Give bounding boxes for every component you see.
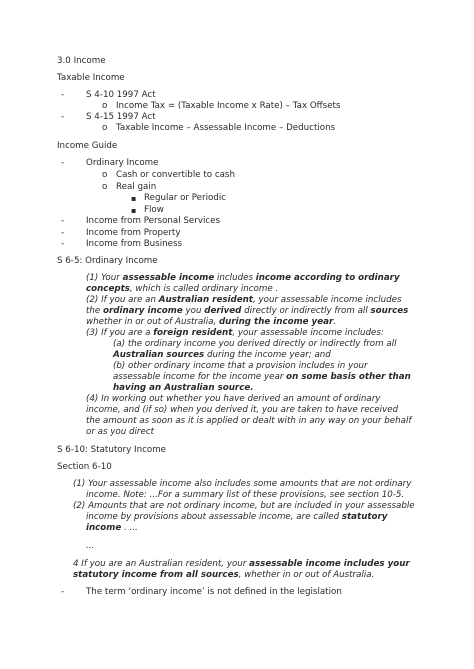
paragraph-line: the ordinary income you derived directly or indirectly from all sources (86, 306, 409, 316)
list-item: - Income from Business (86, 239, 182, 250)
paragraph-line: (b) other ordinary income that a provision includes in your (113, 361, 368, 371)
paragraph-line: statutory income from all sources, whether in or out of Australia. (73, 570, 375, 580)
paragraph-line: (1) Your assessable income includes income according to ordinary (86, 273, 400, 283)
paragraph-line: (1) Your assessable income also includes some amounts that are not ordinary (73, 479, 412, 489)
paragraph-line: or as you direct (86, 427, 155, 437)
paragraph-line: having an Australian source. (113, 383, 254, 393)
list-subitem: o Taxable Income – Assessable Income – Deductions (116, 123, 335, 134)
paragraph-line: (3) If you are a foreign resident, your assessable income includes: (86, 328, 384, 338)
paragraph-line: the amount as soon as it is applied or dealt with in any way on your behalf (86, 416, 412, 426)
list-subitem: o Income Tax = (Taxable Income x Rate) – Tax Offsets (116, 101, 340, 112)
paragraph-line: (2) Amounts that are not ordinary income, but are included in your assessable (73, 501, 415, 511)
list-item: - Income from Property (86, 228, 180, 239)
paragraph-line: assessable income for the income year on some basis other than (113, 372, 411, 382)
list-item: - S 4-15 1997 Act (86, 112, 156, 123)
paragraph-line: concepts, which is called ordinary income . (86, 284, 279, 294)
paragraph-line: income by provisions about assessable income, are called statutory (86, 512, 388, 522)
paragraph-line: 4 If you are an Australian resident, your assessable income includes your (73, 559, 410, 569)
list-item: - Ordinary Income (86, 158, 158, 169)
s6-10-heading: S 6-10: Statutory Income (57, 445, 167, 455)
section-heading: 3.0 Income (57, 56, 106, 66)
list-subsubitem: ▪ Flow (144, 205, 164, 216)
list-item: - The term ‘ordinary income’ is not defined in the legislation (86, 587, 342, 598)
section-6-10-label: Section 6-10 (57, 462, 112, 472)
paragraph-line: whether in or out of Australia, during the income year. (86, 317, 337, 327)
paragraph-line: (2) If you are an Australian resident, your assessable income includes (86, 295, 402, 305)
paragraph-line: income, and (if so) when you derived it, you are taken to have received (86, 405, 399, 415)
paragraph-line: Australian sources during the income year; and (113, 350, 331, 360)
list-item: - S 4-10 1997 Act (86, 90, 156, 101)
s6-5-heading: S 6-5: Ordinary Income (57, 256, 158, 266)
income-guide-heading: Income Guide (57, 141, 118, 151)
list-subitem: o Real gain (116, 182, 156, 193)
paragraph-line: (a) the ordinary income you derived directly or indirectly from all (113, 339, 397, 349)
paragraph-line: (4) In working out whether you have derived an amount of ordinary (86, 394, 381, 404)
list-item: - Income from Personal Services (86, 216, 220, 227)
taxable-income-heading: Taxable Income (57, 73, 125, 83)
paragraph-line: ... (86, 541, 95, 551)
list-subsubitem: ▪ Regular or Periodic (144, 193, 226, 204)
paragraph-line: income. Note: ...For a summary list of these provisions, see section 10-5. (86, 490, 405, 500)
paragraph-line: income . ... (86, 523, 138, 533)
list-subitem: o Cash or convertible to cash (116, 170, 235, 181)
